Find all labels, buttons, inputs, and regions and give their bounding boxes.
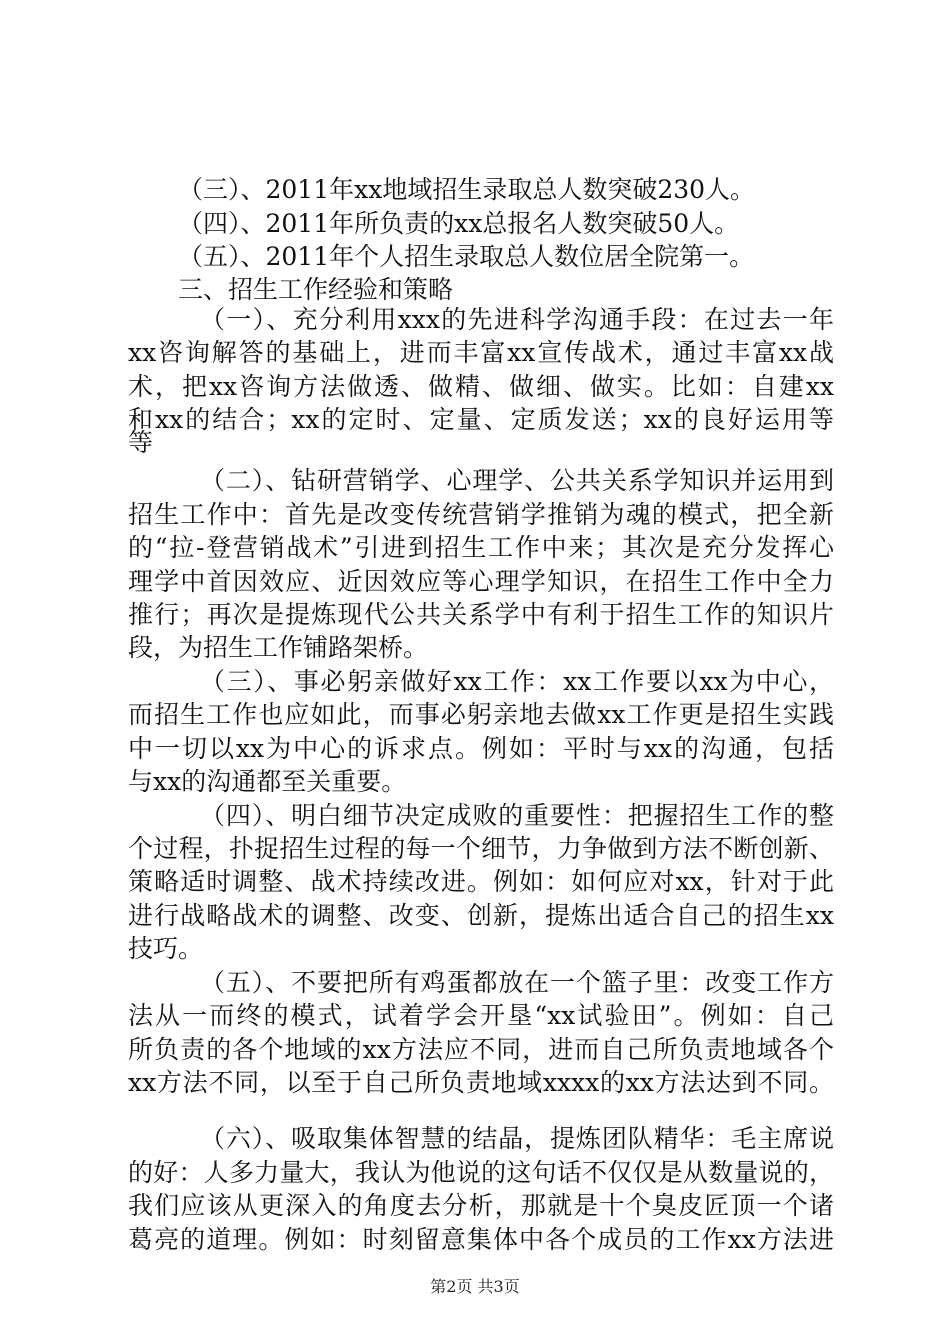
text-line: 个过程，扑捉招生过程的每一个细节，力争做到方法不断创新、 (128, 834, 834, 863)
text-line: 策略适时调整、战术持续改进。例如：如何应对xx，针对于此 (128, 867, 834, 896)
text-line: 而招生工作也应如此，而事必躬亲地去做xx工作更是招生实践 (128, 700, 834, 729)
text-line: （三）、2011年xx地域招生录取总人数突破230人。 (178, 175, 756, 204)
text-line: 的“拉-登营销战术”引进到招生工作中来；其次是充分发挥心 (128, 533, 834, 562)
text-line: 段，为招生工作铺路架桥。 (128, 633, 429, 662)
text-line: （一）、充分利用xxx的先进科学沟通手段：在过去一年 (200, 305, 834, 334)
text-line: 我们应该从更深入的角度去分析，那就是十个臭皮匠顶一个诸 (128, 1191, 834, 1220)
text-line: 和xx的结合；xx的定时、定量、定质发送；xx的良好运用等 (128, 405, 834, 434)
text-line: （二）、钻研营销学、心理学、公共关系学知识并运用到 (200, 466, 834, 495)
text-line: （六）、吸取集体智慧的结晶，提炼团队精华：毛主席说 (200, 1124, 834, 1153)
text-line: 理学中首因效应、近因效应等心理学知识，在招生工作中全力 (128, 567, 834, 596)
text-line: 葛亮的道理。例如：时刻留意集体中各个成员的工作xx方法进 (128, 1225, 834, 1254)
text-line: xx方法不同，以至于自己所负责地域xxxx的xx方法达到不同。 (128, 1068, 834, 1097)
page-number-footer: 第2页 共3页 (430, 1277, 520, 1296)
text-line: 与xx的沟通都至关重要。 (128, 767, 407, 796)
text-line: （五）、2011年个人招生录取总人数位居全院第一。 (178, 242, 755, 271)
text-line: 法从一而终的模式，试着学会开垦“xx试验田”。例如：自己 (128, 1001, 834, 1030)
text-line: 中一切以xx为中心的诉求点。例如：平时与xx的沟通，包括 (128, 734, 834, 763)
text-line: （四）、2011年所负责的xx总报名人数突破50人。 (178, 209, 740, 238)
text-line: 进行战略战术的调整、改变、创新，提炼出适合自己的招生xx (128, 901, 834, 930)
text-line: 技巧。 (128, 934, 204, 963)
text-line: 推行；再次是提炼现代公共关系学中有利于招生工作的知识片 (128, 600, 834, 629)
text-line: （五）、不要把所有鸡蛋都放在一个篮子里：改变工作方 (200, 968, 834, 997)
text-line: 招生工作中：首先是改变传统营销学推销为魂的模式，把全新 (128, 500, 834, 529)
text-line: 所负责的各个地域的xx方法应不同，进而自己所负责地域各个 (128, 1035, 834, 1064)
section-heading: 三、招生工作经验和策略 (178, 275, 454, 304)
text-line: （三）、事必躬亲做好xx工作：xx工作要以xx为中心， (200, 667, 834, 696)
text-line: 术，把xx咨询方法做透、做精、做细、做实。比如：自建xx (128, 372, 834, 401)
text-line: 的好：人多力量大，我认为他说的这句话不仅仅是从数量说的， (128, 1158, 834, 1187)
text-line: （四）、明白细节决定成败的重要性：把握招生工作的整 (200, 801, 834, 830)
text-line: 等 (128, 428, 154, 457)
text-line: xx咨询解答的基础上，进而丰富xx宣传战术，通过丰富xx战 (128, 338, 834, 367)
